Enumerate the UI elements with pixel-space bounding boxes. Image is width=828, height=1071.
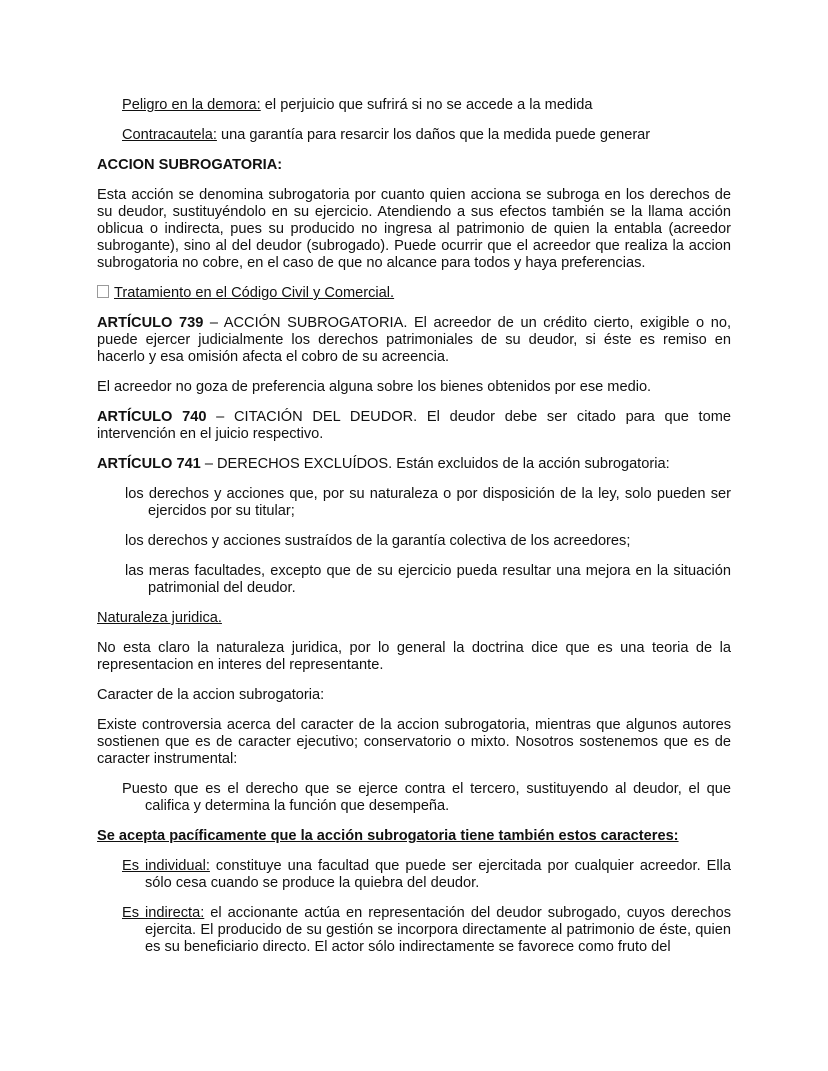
peligro-text: el perjuicio que sufrirá si no se accede a la medida [260, 97, 593, 113]
treatment-heading-line [97, 285, 731, 302]
trait-indirecta-text: el accionante actúa en representación del deudor subrogado, cuyos derechos ejercita. El producido de su gestión se incorpora directamente al patrimonio de éste, quien es su beneficiario directo. El actor sólo indirectamente se favorece como fruto del [145, 905, 731, 955]
article-739-text: – ACCIÓN SUBROGATORIA. El acreedor de un crédito cierto, exigible o no, puede ejercer judicialmente los derechos patrimoniales de su deudor, si éste es remiso en hacerlo y esa omisión afecta el cobro de su acreencia. [97, 315, 731, 365]
article-740 [97, 409, 731, 443]
intro-paragraph: Esta acción se denomina subrogatoria por cuanto quien acciona se subroga en los derechos de su deudor, sustituyéndolo en su ejercicio. Atendiendo a sus efectos también se la llama acción oblicua o indirecta, pues su producido no ingresa al patrimonio de quien la entabla (acreedor subrogante), sino al del deudor (subrogado). Puede ocurrir que el acreedor que realiza la accion subrogatoria no cobre, en el caso de que no alcance para todos y haya preferencias. [97, 187, 731, 271]
excluded-item: los derechos y acciones sustraídos de la garantía colectiva de los acreedores; [125, 533, 631, 549]
character-quote: Puesto que es el derecho que se ejerce contra el tercero, sustituyendo al deudor, el que califica y determina la función que desempeña. [122, 781, 731, 814]
accepted-heading: Se acepta pacíficamente que la acción subrogatoria tiene también estos caracteres: [97, 828, 679, 844]
excluded-item: los derechos y acciones que, por su naturaleza o por disposición de la ley, solo pueden ser ejercidos por su titular; [125, 486, 731, 519]
article-741-text: – DERECHOS EXCLUÍDOS. Están excluidos de la acción subrogatoria: [200, 456, 670, 472]
peligro-line [97, 97, 731, 114]
treatment-heading: Tratamiento en el Código Civil y Comercial. [114, 285, 395, 301]
section-title: ACCION SUBROGATORIA: [97, 157, 283, 173]
article-739-extra: El acreedor no goza de preferencia alguna sobre los bienes obtenidos por ese medio. [97, 379, 652, 395]
trait-individual [97, 858, 731, 892]
excluded-item: las meras facultades, excepto que de su ejercicio pueda resultar una mejora en la situación patrimonial del deudor. [125, 563, 731, 596]
nature-paragraph: No esta claro la naturaleza juridica, por lo general la doctrina dice que es una teoria de la representacion en interes del representante. [97, 640, 731, 673]
trait-indirecta-label: Es indirecta: [122, 905, 205, 921]
trait-individual-text: constituye una facultad que puede ser ejercitada por cualquier acreedor. Ella sólo cesa cuando se produce la quiebra del deudor. [145, 858, 731, 891]
article-739-label: ARTÍCULO 739 [97, 315, 204, 331]
peligro-label: Peligro en la demora: [122, 97, 261, 113]
contracautela-text: una garantía para resarcir los daños que la medida puede generar [216, 127, 651, 143]
checkbox-glyph-icon [97, 285, 109, 298]
character-paragraph: Existe controversia acerca del caracter de la accion subrogatoria, mientras que algunos autores sostienen que es de caracter ejecutivo; conservatorio o mixto. Nosotros sostenemos que es de caracter instrumental: [97, 717, 731, 767]
contracautela-label: Contracautela: [122, 127, 217, 143]
character-heading: Caracter de la accion subrogatoria: [97, 687, 325, 703]
trait-individual-label: Es individual: [122, 858, 210, 874]
article-739 [97, 315, 731, 366]
article-741 [97, 456, 731, 473]
contracautela-line [97, 127, 731, 144]
nature-heading: Naturaleza juridica. [97, 610, 222, 626]
article-740-label: ARTÍCULO 740 [97, 409, 207, 425]
document-content [97, 97, 731, 969]
trait-indirecta [97, 905, 731, 956]
article-741-label: ARTÍCULO 741 [97, 456, 201, 472]
article-740-text: – CITACIÓN DEL DEUDOR. El deudor debe ser citado para que tome intervención en el juicio respectivo. [97, 409, 731, 442]
